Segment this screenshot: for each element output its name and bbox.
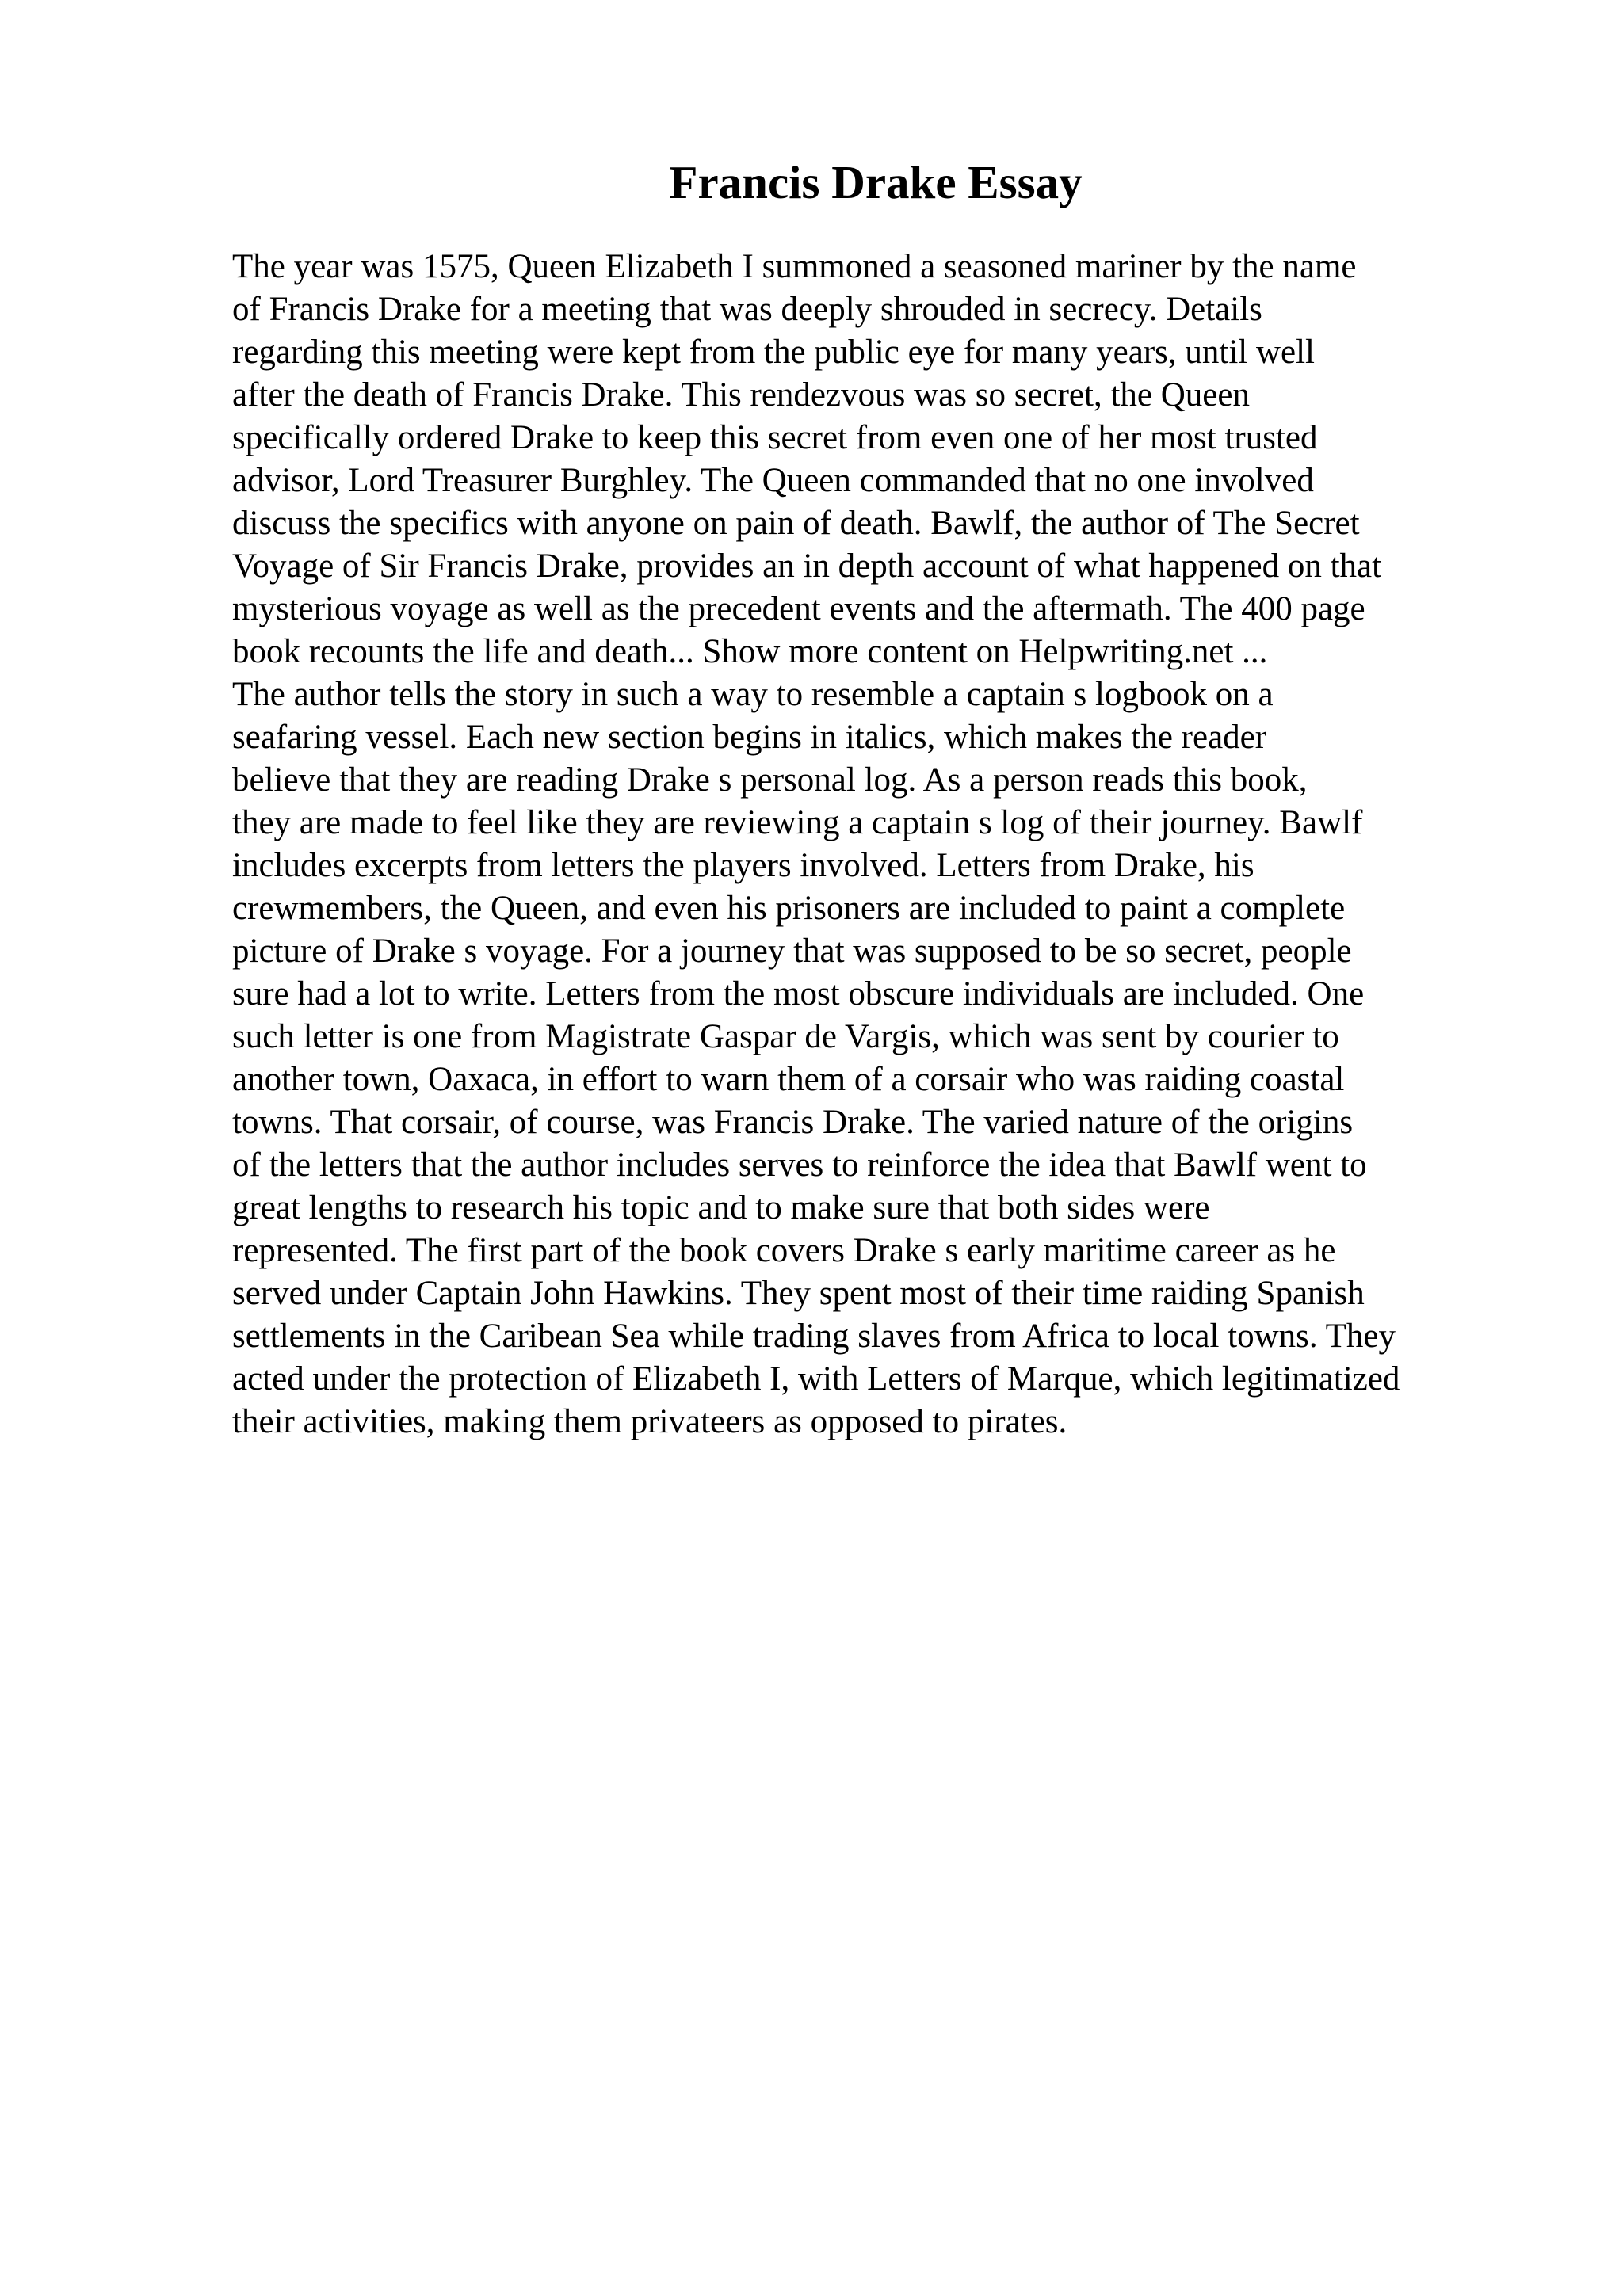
text-line: served under Captain John Hawkins. They spent most of their time raiding Spanish [232, 1275, 1365, 1312]
text-line: they are made to feel like they are reviewing a captain s log of their journey. Bawlf [232, 804, 1363, 841]
text-line: sure had a lot to write. Letters from the most obscure individuals are included. One [232, 975, 1365, 1013]
text-line: another town, Oaxaca, in effort to warn them of a corsair who was raiding coastal [232, 1061, 1345, 1098]
text-line: Voyage of Sir Francis Drake, provides an in depth account of what happened on that [232, 547, 1382, 585]
text-line: after the death of Francis Drake. This rendezvous was so secret, the Queen [232, 376, 1250, 414]
text-line: towns. That corsair, of course, was Francis Drake. The varied nature of the origins [232, 1104, 1354, 1141]
text-line: represented. The first part of the book covers Drake s early maritime career as he [232, 1232, 1336, 1269]
text-line: picture of Drake s voyage. For a journey that was supposed to be so secret, people [232, 933, 1352, 970]
text-line: includes excerpts from letters the players involved. Letters from Drake, his [232, 847, 1254, 884]
text-line: The year was 1575, Queen Elizabeth I summoned a seasoned mariner by the name [232, 248, 1357, 285]
text-line: advisor, Lord Treasurer Burghley. The Queen commanded that no one involved [232, 462, 1314, 499]
text-line: The author tells the story in such a way to resemble a captain s logbook on a [232, 676, 1274, 713]
text-line: their activities, making them privateers as opposed to pirates. [232, 1403, 1067, 1440]
essay-body [232, 246, 1595, 1444]
text-line: mysterious voyage as well as the precedent events and the aftermath. The 400 page [232, 590, 1365, 627]
text-line: discuss the specifics with anyone on pain of death. Bawlf, the author of The Secret [232, 505, 1360, 542]
text-line: seafaring vessel. Each new section begins in italics, which makes the reader [232, 719, 1267, 756]
text-line: of the letters that the author includes serves to reinforce the idea that Bawlf went to [232, 1146, 1367, 1184]
text-line: of Francis Drake for a meeting that was deeply shrouded in secrecy. Details [232, 291, 1262, 328]
text-line: specifically ordered Drake to keep this secret from even one of her most trusted [232, 419, 1318, 456]
text-line: believe that they are reading Drake s personal log. As a person reads this book, [232, 761, 1308, 799]
text-line: settlements in the Caribean Sea while trading slaves from Africa to local towns. They [232, 1318, 1396, 1355]
text-line: book recounts the life and death... Show more content on Helpwriting.net ... [232, 633, 1268, 670]
text-line: great lengths to research his topic and to make sure that both sides were [232, 1189, 1210, 1226]
text-line: regarding this meeting were kept from the public eye for many years, until well [232, 334, 1316, 371]
text-line: crewmembers, the Queen, and even his prisoners are included to paint a complete [232, 890, 1346, 927]
text-line: acted under the protection of Elizabeth I, with Letters of Marque, which legitimatized [232, 1360, 1400, 1398]
document-title: Francis Drake Essay [669, 156, 1083, 208]
text-line: such letter is one from Magistrate Gaspar de Vargis, which was sent by courier to [232, 1018, 1339, 1055]
